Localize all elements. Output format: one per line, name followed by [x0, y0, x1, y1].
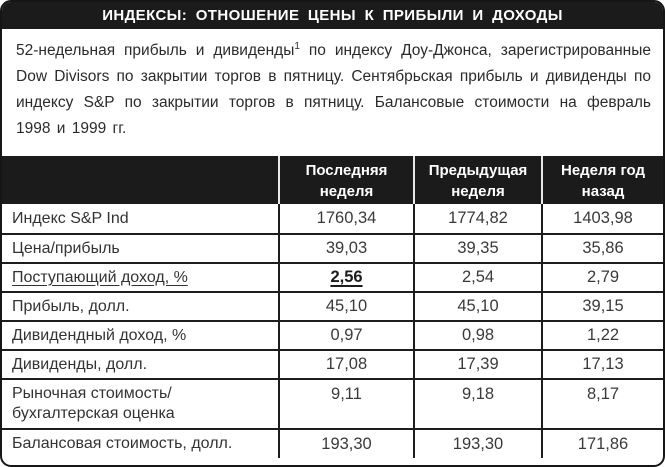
- row-label: Дивидендный доход, %: [12, 326, 187, 344]
- cell-value: 39,03: [278, 235, 413, 262]
- intro-text-end: по индексу Доу-Джонса, зарегистрированные Dow Divisors по закрытии торгов в пятницу. Сентябрьская прибыль и дивиденды по индексу S&P по закрытии торгов в пятницу. Балансовые стоимости на февраль 1998 и 1999 гг.: [16, 42, 651, 137]
- table-row-book-value: [2, 428, 663, 458]
- cell-value: 2,54: [413, 264, 541, 291]
- intro-paragraph: [2, 29, 663, 156]
- table-row-earnings-yield: [2, 262, 663, 291]
- cell-value: 1760,34: [278, 204, 413, 233]
- row-label: [2, 380, 278, 424]
- intro-text-start: 52-недельная прибыль и дивиденды: [16, 42, 295, 59]
- cell-value: 1774,82: [413, 204, 541, 233]
- row-label: Балансовая стоимость, долл.: [12, 435, 233, 452]
- row-label: Дивиденды, долл.: [12, 355, 148, 373]
- highlighted-value: 2,56: [330, 268, 363, 286]
- cell-value: 193,30: [413, 430, 541, 458]
- cell-value: 2,79: [541, 264, 663, 291]
- row-label-underlined: [2, 268, 278, 288]
- cell-value: 9,11: [278, 380, 413, 428]
- cell-value: 0,97: [278, 322, 413, 349]
- cell-value: 8,17: [541, 380, 663, 428]
- cell-value: 45,10: [278, 293, 413, 320]
- footnote-marker: 1: [294, 40, 300, 52]
- header-cell-empty: [2, 156, 278, 204]
- cell-value: 39,15: [541, 293, 663, 320]
- cell-value: 0,98: [413, 322, 541, 349]
- table-header-row: [2, 156, 663, 204]
- table-row-price-earnings: [2, 233, 663, 262]
- cell-value: 39,35: [413, 235, 541, 262]
- row-label-line1: Рыночная стоимость/: [12, 385, 172, 402]
- row-label: Поступающий доход, %: [12, 268, 188, 286]
- cell-value: 1,22: [541, 322, 663, 349]
- cell-value: 35,86: [541, 235, 663, 262]
- table-row-dividends: [2, 349, 663, 378]
- cell-value-highlighted: [278, 264, 413, 291]
- cell-value: 45,10: [413, 293, 541, 320]
- header-cell-last-week: Последняя неделя: [278, 156, 413, 204]
- table-row-dividend-yield: [2, 320, 663, 349]
- table-row-market-to-book: [2, 378, 663, 428]
- row-label: Цена/прибыль: [12, 239, 120, 257]
- figure-title: ИНДЕКСЫ: ОТНОШЕНИЕ ЦЕНЫ К ПРИБЫЛИ И ДОХОДЫ: [2, 2, 663, 29]
- table-body: [2, 204, 663, 458]
- cell-value: 1403,98: [541, 204, 663, 233]
- row-label-line2: бухгалтерская оценка: [12, 405, 175, 422]
- cell-value: 9,18: [413, 380, 541, 428]
- table-row-earnings: [2, 291, 663, 320]
- table-row-sp-index: [2, 204, 663, 233]
- cell-value: 193,30: [278, 430, 413, 458]
- cell-value: 17,39: [413, 351, 541, 378]
- cell-value: 17,08: [278, 351, 413, 378]
- row-label: Индекс S&P Ind: [12, 209, 129, 227]
- cell-value: 171,86: [541, 430, 663, 458]
- row-label: Прибыль, долл.: [12, 297, 130, 315]
- header-cell-week-year-ago: Неделя год назад: [541, 156, 663, 204]
- cell-value: 17,13: [541, 351, 663, 378]
- header-cell-previous-week: Предыдущая неделя: [413, 156, 541, 204]
